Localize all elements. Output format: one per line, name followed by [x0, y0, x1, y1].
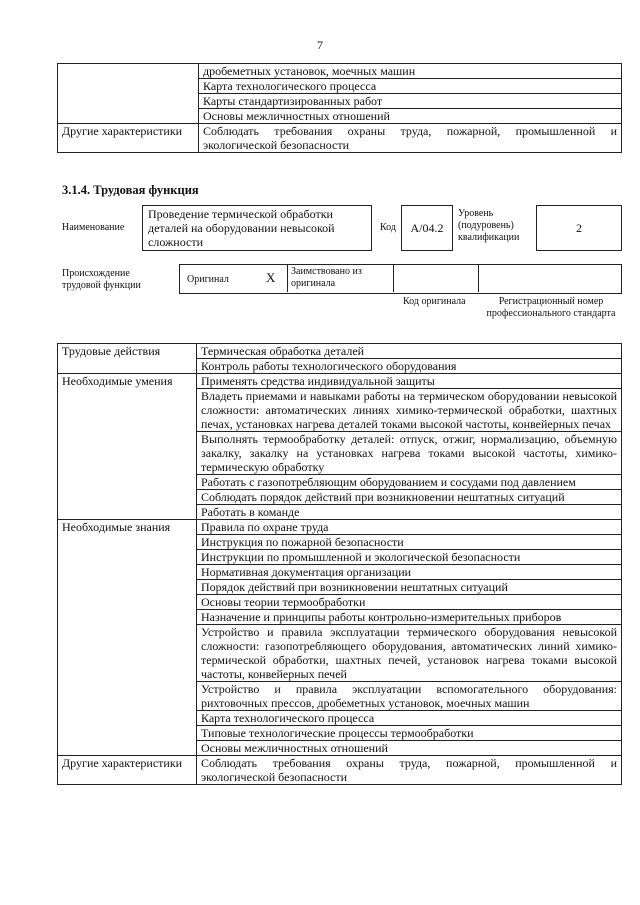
row-item: Нормативная документация организации	[197, 565, 622, 580]
row-item: Работать с газопотребляющим оборудованием и сосудами под давлением	[197, 475, 622, 490]
origin-sep-2	[393, 264, 394, 292]
row-item: Выполнять термообработку деталей: отпуск, отжиг, нормализацию, объемную закалку, закалку на установках нагрева токами высокой частоты, химико-термическую обработку	[197, 432, 622, 475]
row-item: Назначение и принципы работы контрольно-измерительных приборов	[197, 610, 622, 625]
reg-number-label: Регистрационный номер профессионального стандарта	[486, 296, 616, 319]
row-group-label-cont	[58, 389, 197, 432]
original-mark: X	[266, 270, 276, 285]
origin-sep-1	[287, 264, 288, 292]
table-row	[58, 374, 622, 389]
top-table-label: Другие характеристики	[58, 124, 199, 153]
section-title: 3.1.4. Трудовая функция	[62, 183, 199, 197]
row-item: Применять средства индивидуальной защиты	[197, 374, 622, 389]
row-group-label-cont	[58, 490, 197, 505]
table-row	[58, 359, 622, 374]
level-value: 2	[576, 220, 582, 235]
table-row	[58, 475, 622, 490]
table-row	[58, 389, 622, 432]
row-item: Инструкции по промышленной и экологической безопасности	[197, 550, 622, 565]
row-item: Владеть приемами и навыками работы на термическом оборудовании невысокой сложности: автоматических линиях химико-термической обработки, шахтных печах, установках нагрева деталей токами высокой частоты, конвейерных печах	[197, 389, 622, 432]
row-item: Порядок действий при возникновении нештатных ситуаций	[197, 580, 622, 595]
row-group-label-cont	[58, 505, 197, 520]
table-row	[58, 344, 622, 359]
name-value: Проведение термической обработки деталей на оборудовании невысокой сложности	[148, 207, 335, 249]
row-group-label-cont	[58, 625, 197, 682]
table-row	[58, 550, 622, 565]
table-row	[58, 756, 622, 785]
table-row	[58, 565, 622, 580]
main-table	[57, 343, 622, 785]
level-box	[536, 205, 622, 251]
row-item: Правила по охране труда	[197, 520, 622, 535]
table-row	[58, 595, 622, 610]
row-group-label-cont	[58, 580, 197, 595]
name-box	[142, 205, 372, 251]
row-group-label-cont	[58, 741, 197, 756]
row-item: Инструкция по пожарной безопасности	[197, 535, 622, 550]
row-item: Типовые технологические процессы термообработки	[197, 726, 622, 741]
table-row	[58, 520, 622, 535]
row-item: Работать в команде	[197, 505, 622, 520]
row-group-label-cont	[58, 359, 197, 374]
row-item: Основы теории термообработки	[197, 595, 622, 610]
table-row	[58, 682, 622, 711]
row-group-label: Необходимые знания	[58, 520, 197, 535]
row-group-label-cont	[58, 432, 197, 475]
row-item: Устройство и правила эксплуатации вспомогательного оборудования: рихтовочных прессов, дробеметных установок, моечных машин	[197, 682, 622, 711]
row-group-label-cont	[58, 711, 197, 726]
original-label: Оригинал	[187, 274, 229, 285]
row-group-label-cont	[58, 595, 197, 610]
table-row	[58, 741, 622, 756]
borrowed-label: Заимствовано из оригинала	[291, 266, 362, 289]
row-item: Соблюдать требования охраны труда, пожарной, промышленной и экологической безопасности	[197, 756, 622, 785]
origin-label: Происхождение трудовой функции	[62, 268, 141, 291]
row-group-label-cont	[58, 550, 197, 565]
table-row	[58, 610, 622, 625]
page-number: 7	[317, 38, 323, 52]
row-item: Термическая обработка деталей	[197, 344, 622, 359]
top-table-cell: Карты стандартизированных работ	[199, 94, 622, 109]
row-item: Основы межличностных отношений	[197, 741, 622, 756]
top-table-cell: Соблюдать требования охраны труда, пожарной, промышленной и экологической безопасности	[199, 124, 622, 153]
name-label: Наименование	[62, 222, 125, 233]
table-row	[58, 505, 622, 520]
row-group-label-cont	[58, 535, 197, 550]
code-value: A/04.2	[410, 220, 444, 235]
table-row	[58, 580, 622, 595]
row-item: Контроль работы технологического оборудования	[197, 359, 622, 374]
row-group-label: Трудовые действия	[58, 344, 197, 359]
top-table-cell: Основы межличностных отношений	[199, 109, 622, 124]
table-row	[58, 726, 622, 741]
row-group-label-cont	[58, 682, 197, 711]
table-row	[58, 535, 622, 550]
table-row	[58, 625, 622, 682]
row-group-label: Необходимые умения	[58, 374, 197, 389]
code-label: Код	[380, 222, 396, 233]
row-item: Соблюдать порядок действий при возникновении нештатных ситуаций	[197, 490, 622, 505]
origin-box	[179, 264, 622, 294]
table-row	[58, 711, 622, 726]
row-group-label-cont	[58, 726, 197, 741]
level-label: Уровень (подуровень) квалификации	[458, 208, 520, 243]
orig-code-label: Код оригинала	[403, 296, 466, 307]
code-box	[401, 205, 453, 251]
row-item: Карта технологического процесса	[197, 711, 622, 726]
top-table	[57, 63, 622, 153]
row-group-label-cont	[58, 565, 197, 580]
top-table-cell: Карта технологического процесса	[199, 79, 622, 94]
table-row	[58, 490, 622, 505]
table-row	[58, 432, 622, 475]
row-item: Устройство и правила эксплуатации термического оборудования невысокой сложности: газопотребляющего оборудования, автоматических линий химико-термической обработки, шахтных печей, установок нагрева токами высокой частоты, конвейерных печей	[197, 625, 622, 682]
row-group-label-cont	[58, 610, 197, 625]
row-group-label: Другие характеристики	[58, 756, 197, 785]
top-table-cell: дробеметных установок, моечных машин	[199, 64, 622, 79]
origin-sep-3	[478, 264, 479, 292]
top-table-label-empty	[58, 64, 199, 79]
row-group-label-cont	[58, 475, 197, 490]
